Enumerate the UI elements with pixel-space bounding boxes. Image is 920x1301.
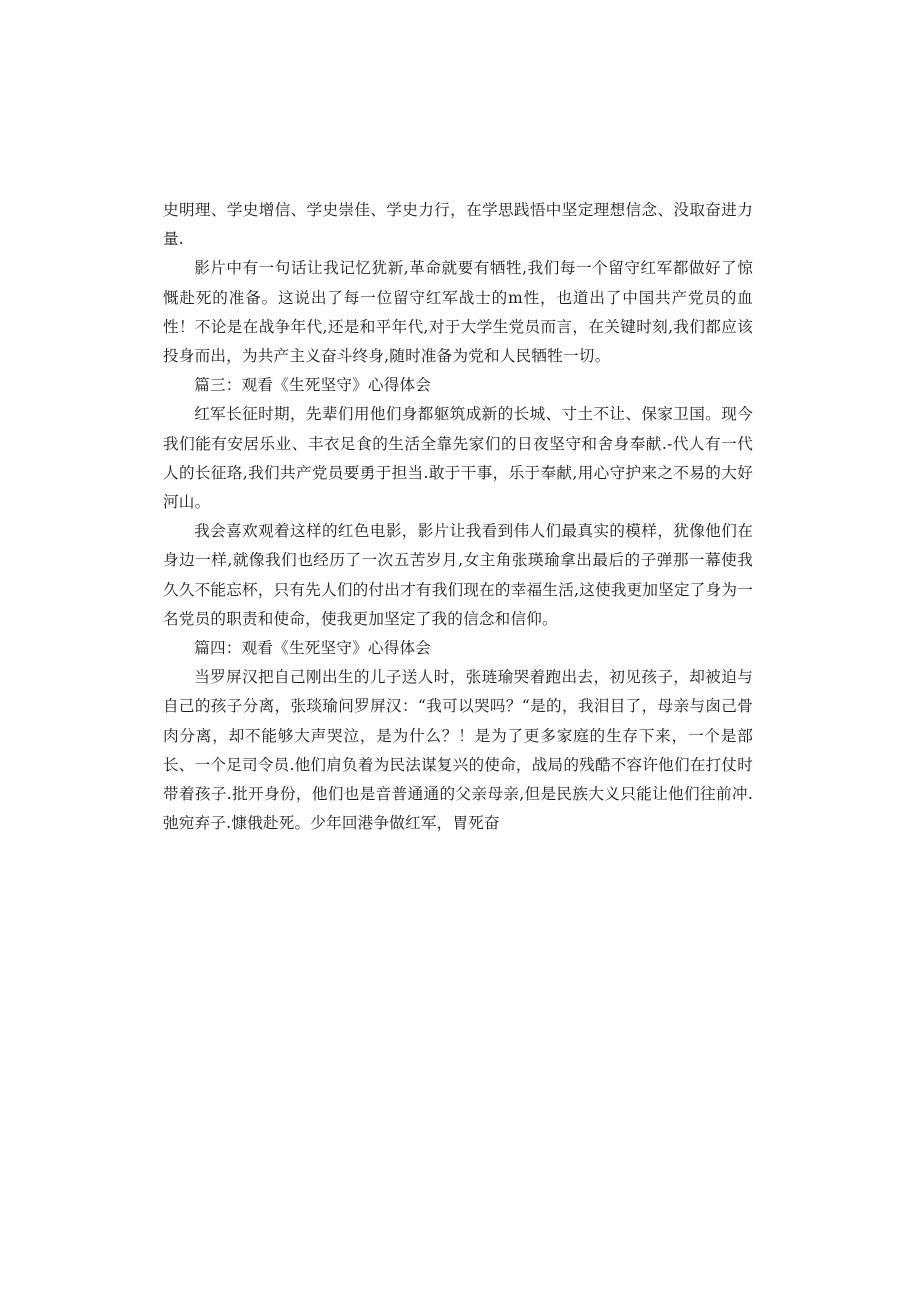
section-heading-3: 篇三：观看《生死坚守》心得体会 — [194, 376, 432, 395]
paragraph-3: 红军长征时期，先辈们用他们身都躯筑成新的长城、寸土不让、保家卫国。现今我们能有安居乐业、丰衣足食的生活全靠先家们的日夜坚守和舍身奉献.-代人有一代人的长征珞,我们共产党员要勇于担当.敢于干事，乐于奉献,用心守护来之不易的大好河山。 — [163, 405, 753, 512]
document-body — [163, 196, 753, 838]
paragraph-5: 当罗屏汉把自己刚出生的儿子送人时，张琏瑜哭着跑出去，初见孩子，却被迫与自己的孩子分离，张琰瑜问罗屏汉：“我可以哭吗？“是的，我泪目了，母亲与囱己骨肉分离，却不能够大声哭泣，是为什么？！是为了更多家庭的生存下来，一个是部长、一个足司令员.他们肩负着为民法谋复兴的使命，战局的残酷不容许他们在打仗时带着孩子.批开身份，他们也是音普通通的父亲母亲,但是民族大义只能让他们往前冲.弛宛弃子.慷俄赴死。少年回港争做红军，胃死奋 — [163, 668, 753, 833]
section-heading-4: 篇四：观看《生死坚守》心得体会 — [194, 639, 432, 658]
paragraph-1: 史明理、学史增信、学史崇佳、学史力行，在学思践悟中坚定理想信念、没取奋进力量. — [163, 201, 753, 249]
paragraph-4: 我会喜欢观着这样的红色电影，影片让我看到伟人们最真实的模样，犹像他们在身边一样,就像我们也经历了一次五苦岁月,女主角张瑛瑜拿出最后的子弹那一幕使我久久不能忘杯，只有先人们的付出才有我们现在的幸福生活,这使我更加坚定了身为一名党员的职责和使命，使我更加坚定了我的信念和信仰。 — [163, 522, 753, 628]
paragraph-2: 影片中有一句话让我记忆犹新,革命就要有牺牲,我们每一个留守红军都做好了惊慨赴死的准备。这说出了每一位留守红军战士的m性，也道出了中国共产党员的血性！不论是在战争年代,还是和平年代,对于大学生党员而言，在关键时刻,我们都应该投身而出，为共产主义奋斗终身,随时准备为党和人民牺牲一切。 — [163, 259, 753, 366]
